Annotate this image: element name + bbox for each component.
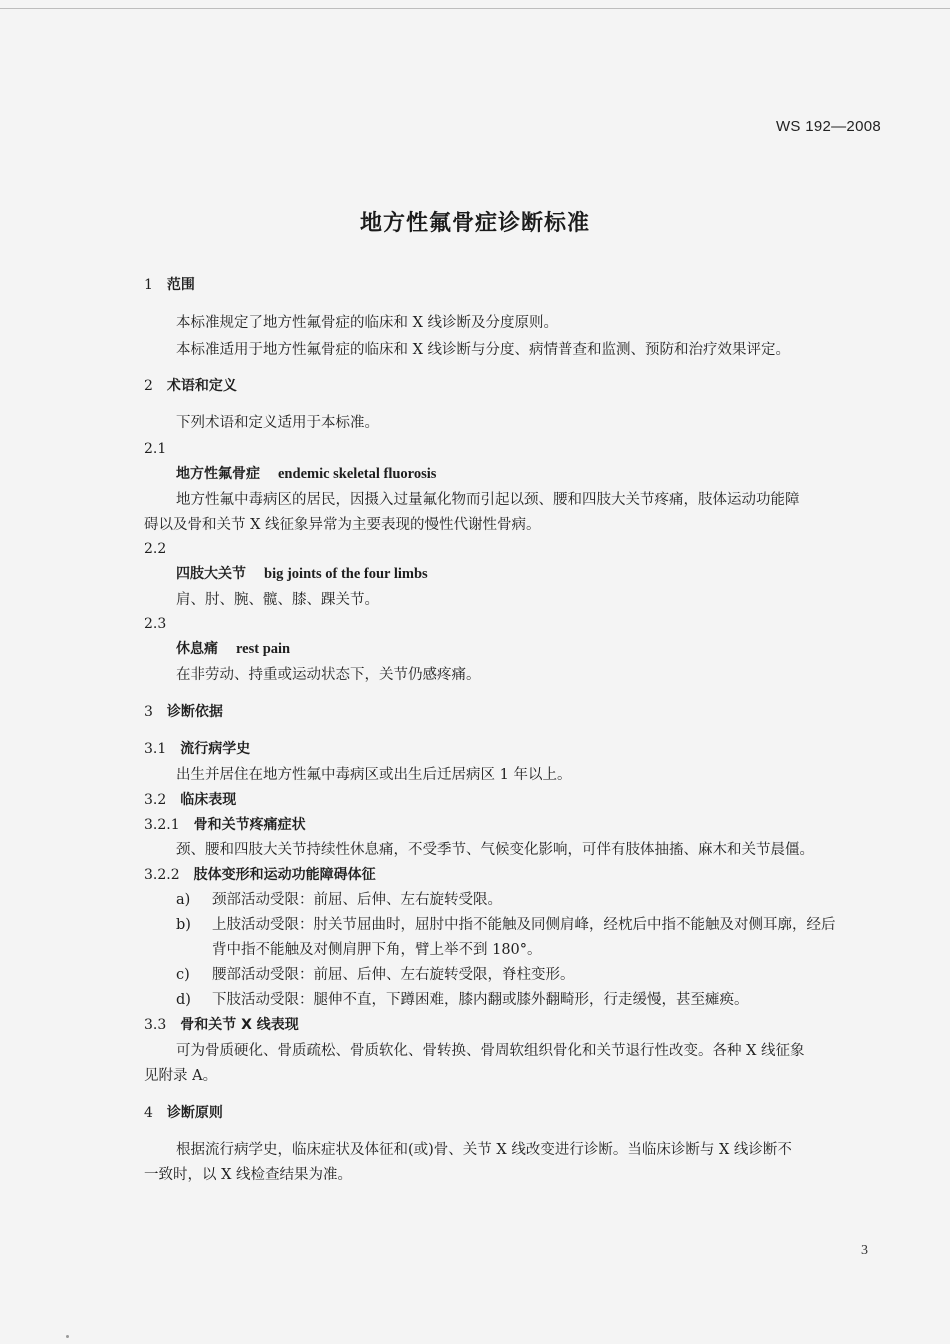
- paragraph: 可为骨质硬化、骨质疏松、骨质软化、骨转换、骨周软组织骨化和关节退行性改变。各种 X 线征象: [176, 1043, 805, 1059]
- list-item-text: 腰部活动受限：前屈、后伸、左右旋转受限，脊柱变形。: [212, 967, 575, 983]
- section-number: 4: [144, 1105, 153, 1121]
- term-heading: [176, 640, 290, 658]
- paragraph: 出生并居住在地方性氟中毒病区或出生后迁居病区 1 年以上。: [176, 767, 572, 783]
- paragraph: 本标准规定了地方性氟骨症的临床和 X 线诊断及分度原则。: [176, 315, 559, 331]
- paragraph: 根据流行病学史，临床症状及体征和(或)骨、关节 X 线改变进行诊断。当临床诊断与 X 线诊断不: [176, 1142, 792, 1158]
- section-title: 肢体变形和运动功能障碍体征: [193, 867, 376, 883]
- section-number: 3.2.1: [144, 817, 180, 833]
- page-number: 3: [861, 1243, 868, 1258]
- section-number: 3.1: [144, 741, 167, 757]
- list-item: [176, 991, 749, 1009]
- document-title: 地方性氟骨症诊断标准: [359, 211, 590, 236]
- subsection-3-1-heading: [144, 740, 250, 758]
- definition-line: 肩、肘、腕、髋、膝、踝关节。: [176, 592, 379, 608]
- list-item-label: a): [176, 892, 191, 908]
- subsection-3-2-2-heading: [144, 866, 376, 884]
- term-chinese: 休息痛: [176, 641, 218, 657]
- section-title: 范围: [166, 277, 195, 293]
- definition-line: 在非劳动、持重或运动状态下，关节仍感疼痛。: [176, 667, 481, 683]
- definition-line: 地方性氟中毒病区的居民，因摄入过量氟化物而引起以颈、腰和四肢大关节疼痛，肢体运动功能障: [176, 492, 800, 508]
- term-english: endemic skeletal fluorosis: [278, 466, 437, 482]
- term-english: rest pain: [236, 641, 291, 657]
- section-number: 3.3: [144, 1017, 167, 1033]
- list-item: [176, 916, 836, 934]
- section-number: 2: [144, 378, 153, 394]
- paragraph: 颈、腰和四肢大关节持续性休息痛，不受季节、气候变化影响，可伴有肢体抽搐、麻木和关节晨僵。: [176, 842, 814, 858]
- definition-line: 碍以及骨和关节 X 线征象异常为主要表现的慢性代谢性骨病。: [144, 517, 541, 533]
- subsection-3-2-heading: [144, 791, 236, 809]
- section-1-heading: [144, 276, 195, 294]
- list-item: [176, 966, 575, 984]
- section-number: 3.2.2: [144, 867, 180, 883]
- section-4-heading: [144, 1104, 223, 1122]
- clause-number: 2.2: [144, 541, 167, 557]
- clause-number: 2.1: [144, 441, 167, 457]
- term-heading: [176, 465, 436, 483]
- subsection-3-2-1-heading: [144, 816, 306, 834]
- standard-code: WS 192—2008: [775, 118, 881, 135]
- subsection-3-3-heading: [144, 1016, 299, 1034]
- paragraph: 一致时，以 X 线检查结果为准。: [144, 1167, 353, 1183]
- list-item-label: c): [176, 967, 190, 983]
- list-item-text: 颈部活动受限：前屈、后伸、左右旋转受限。: [212, 892, 502, 908]
- paragraph: 下列术语和定义适用于本标准。: [176, 415, 379, 431]
- list-item-text: 下肢活动受限：腿伸不直，下蹲困难，膝内翻或膝外翻畸形，行走缓慢，甚至瘫痪。: [212, 992, 749, 1008]
- section-title: 诊断原则: [166, 1105, 223, 1121]
- section-number: 1: [144, 277, 153, 293]
- section-number: 3: [144, 704, 153, 720]
- section-title: 术语和定义: [166, 378, 237, 394]
- clause-number: 2.3: [144, 616, 167, 632]
- section-number: 3.2: [144, 792, 167, 808]
- list-item-label: b): [176, 917, 191, 933]
- scan-edge-line: [0, 8, 950, 9]
- list-item-continuation: 背中指不能触及对侧肩胛下角，臂上举不到 180°。: [212, 942, 542, 958]
- list-item-label: d): [176, 992, 191, 1008]
- paragraph: 见附录 A。: [144, 1068, 218, 1084]
- term-heading: [176, 565, 428, 583]
- list-item-text: 上肢活动受限：肘关节屈曲时，屈肘中指不能触及同侧肩峰，经枕后中指不能触及对侧耳廓，经后: [212, 917, 836, 933]
- list-item: [176, 891, 502, 909]
- section-3-heading: [144, 703, 223, 721]
- section-title: 流行病学史: [180, 741, 251, 757]
- section-title: 骨和关节 X 线表现: [180, 1017, 299, 1033]
- paragraph: 本标准适用于地方性氟骨症的临床和 X 线诊断与分度、病情普查和监测、预防和治疗效果评定。: [176, 342, 791, 358]
- scan-speck: [66, 1335, 69, 1338]
- section-title: 骨和关节疼痛症状: [193, 817, 306, 833]
- term-chinese: 地方性氟骨症: [176, 466, 260, 482]
- section-title: 诊断依据: [166, 704, 223, 720]
- section-title: 临床表现: [180, 792, 237, 808]
- term-chinese: 四肢大关节: [176, 566, 246, 582]
- section-2-heading: [144, 377, 237, 395]
- term-english: big joints of the four limbs: [264, 566, 428, 582]
